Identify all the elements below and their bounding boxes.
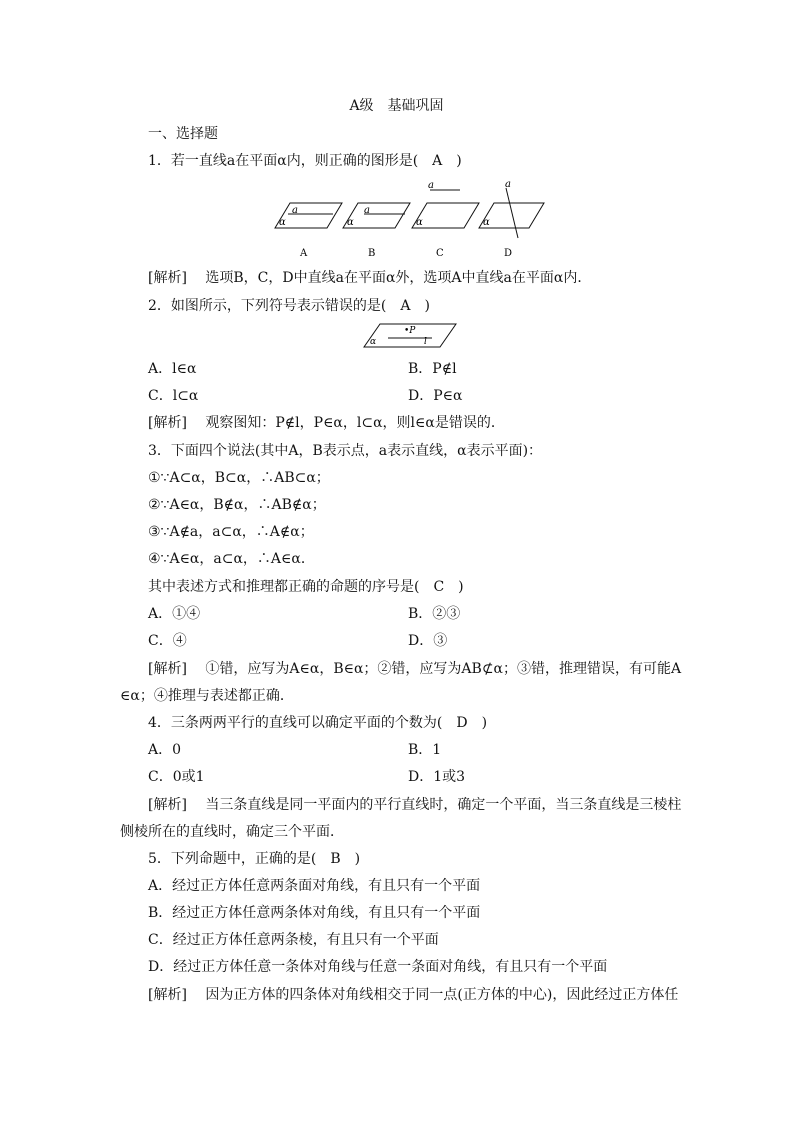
q1-label-b-line: a — [364, 205, 370, 216]
q1-line-d — [506, 188, 518, 238]
q3-option-b: B．②③ — [408, 606, 461, 622]
analysis-tag: [解析] — [148, 270, 187, 286]
q1-label-c-line: a — [428, 180, 434, 191]
q1-label-d-alpha: α — [483, 217, 490, 228]
q2-option-a: A．l∈α — [148, 361, 197, 377]
q3-statement-3: ③∵A∉a，a⊂α，∴A∉α； — [148, 524, 314, 540]
q1-caption-b: B — [368, 248, 376, 259]
q3-ask: 其中表述方式和推理都正确的命题的序号是( C ) — [148, 579, 464, 595]
q1-figure — [270, 178, 560, 260]
q3-statement-4: ④∵A∈α，a⊂α，∴A∈α． — [148, 551, 315, 567]
q1-analysis — [148, 268, 591, 288]
analysis-tag: [解析] — [148, 987, 187, 1003]
q1-label-c-alpha: α — [416, 217, 423, 228]
q3-option-a: A．①④ — [148, 606, 201, 622]
q3-option-c: C．④ — [148, 633, 187, 649]
q4-option-d: D．1或3 — [408, 769, 466, 785]
q4-analysis-line-2: 侧棱所在的直线时，确定三个平面． — [120, 824, 344, 840]
q1-label-a-line: a — [292, 205, 298, 216]
q3-analysis-line-2: ∈α；④推理与表述都正确． — [120, 688, 294, 704]
q2-option-d: D．P∈α — [408, 388, 463, 404]
q1-label-b-alpha: α — [347, 217, 354, 228]
q4-option-b: B．1 — [408, 742, 442, 758]
q3-analysis-line-1 — [148, 659, 681, 679]
q2-figure — [362, 322, 458, 350]
q5-option-d: D．经过正方体任意一条体对角线与任意一条面对角线，有且只有一个平面 — [148, 959, 608, 975]
q2-label-l: l — [424, 337, 427, 347]
q5-analysis-line-1 — [148, 985, 678, 1005]
q1-label-a-alpha: α — [279, 217, 286, 228]
q1-caption-a: A — [300, 248, 308, 259]
q1-stem: 1．若一直线a在平面α内，则正确的图形是( A ) — [148, 153, 462, 169]
level-heading: A级 基础巩固 — [349, 98, 444, 114]
q4-analysis-text-1: 当三条直线是同一平面内的平行直线时，确定一个平面，当三条直线是三棱柱 — [205, 797, 682, 813]
q4-option-c: C．0或1 — [148, 769, 205, 785]
q2-stem: 2．如图所示，下列符号表示错误的是( A ) — [148, 298, 430, 314]
q2-label-alpha: α — [370, 337, 377, 347]
analysis-tag: [解析] — [148, 797, 187, 813]
analysis-tag: [解析] — [148, 415, 187, 431]
q1-label-d-line: a — [505, 179, 511, 190]
q5-option-b: B．经过正方体任意两条体对角线，有且只有一个平面 — [148, 905, 481, 921]
analysis-tag: [解析] — [148, 661, 187, 677]
q3-analysis-text-1: ①错，应写为A∈α，B∈α；②错，应写为AB⊄α；③错，推理错误，有可能A — [205, 661, 682, 677]
q1-caption-c: C — [436, 248, 444, 259]
q5-analysis-text-1: 因为正方体的四条体对角线相交于同一点(正方体的中心)，因此经过正方体任 — [205, 987, 679, 1003]
q3-statement-2: ②∵A∈α，B∉α，∴AB∉α； — [148, 497, 326, 513]
q4-stem: 4．三条两两平行的直线可以确定平面的个数为( D ) — [148, 715, 488, 731]
q2-label-p: •P — [404, 326, 416, 336]
q1-caption-d: D — [504, 248, 513, 259]
q4-option-a: A．0 — [148, 742, 182, 758]
section-title: 一、选择题 — [148, 126, 218, 142]
q2-option-b: B．P∉l — [408, 361, 457, 377]
q5-option-a: A．经过正方体任意两条面对角线，有且只有一个平面 — [148, 878, 481, 894]
q2-option-c: C．l⊂α — [148, 388, 199, 404]
q5-option-c: C．经过正方体任意两条棱，有且只有一个平面 — [148, 932, 439, 948]
q2-analysis — [148, 413, 505, 433]
q2-analysis-text: 观察图知：P∉l，P∈α，l⊂α，则l∈α是错误的． — [205, 415, 505, 431]
q4-analysis-line-1 — [148, 795, 681, 815]
q3-statement-1: ①∵A⊂α，B⊂α，∴AB⊂α； — [148, 470, 330, 486]
q5-stem: 5．下列命题中，正确的是( B ) — [148, 851, 361, 867]
q1-analysis-text: 选项B，C，D中直线a在平面α外，选项A中直线a在平面α内． — [205, 270, 592, 286]
q3-option-d: D．③ — [408, 633, 448, 649]
q3-stem: 3．下面四个说法(其中A，B表示点，a表示直线，α表示平面)： — [148, 443, 543, 459]
